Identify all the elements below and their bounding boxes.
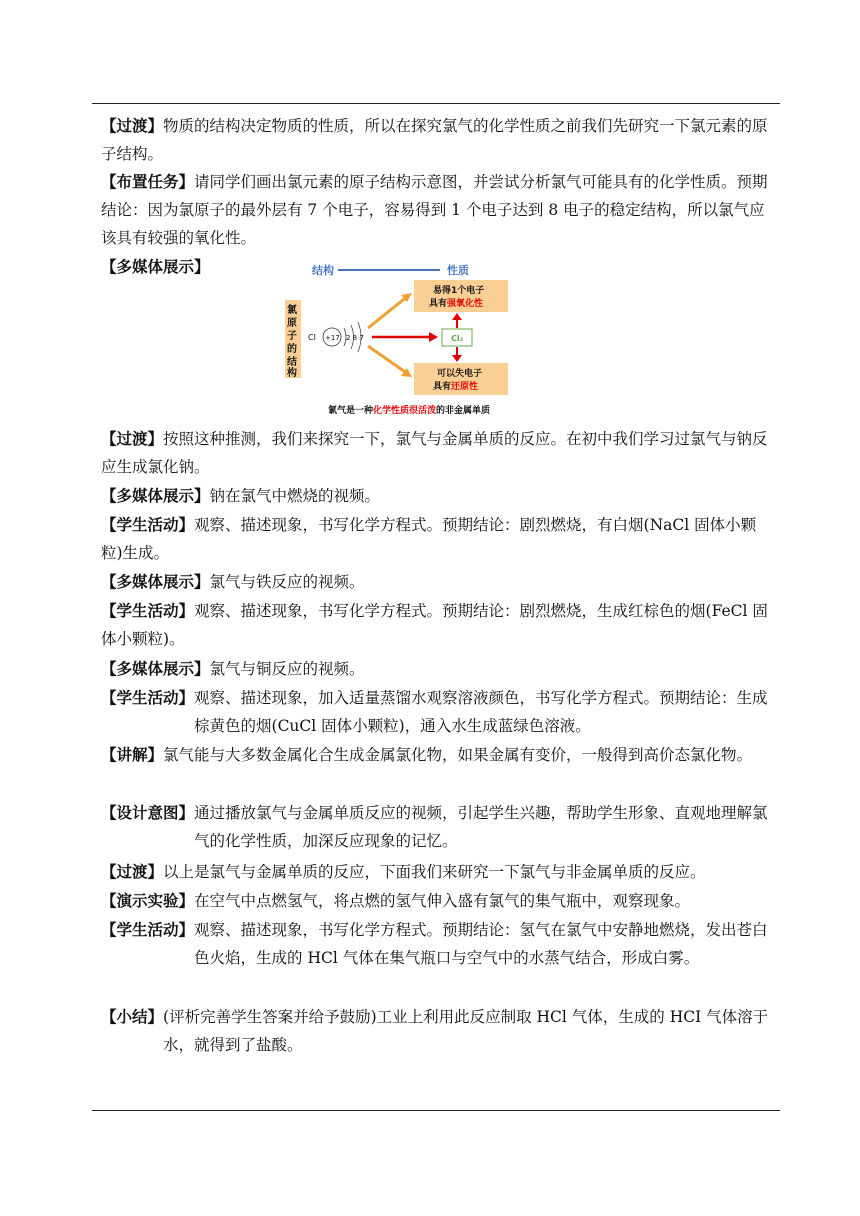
paragraph-summary: 【小结】 (评析完善学生答案并给予鼓励)工业上利用此反应制取 HCl 气体，生成的 HCI 气体溶于水，就得到了盐酸。 (101, 1007, 769, 1054)
paragraph-student-activity-3: 【学生活动】 观察、描述现象，加入适量蒸馏水观察溶液颜色，书写化学方程式。预期结论：生成棕黄色的烟(CuCl 固体小颗粒)，通入水生成蓝绿色溶液。 (101, 688, 768, 735)
vertical-label-4: 结 (287, 357, 297, 368)
vertical-label-3: 的 (287, 344, 297, 355)
arrow-to-bottom-box (368, 346, 408, 374)
paragraph-design-intent: 【设计意图】 通过播放氯气与金属单质反应的视频，引起学生兴趣，帮助学生形象、直观地理解氯气的化学性质，加深反应现象的记忆。 (101, 803, 768, 850)
vertical-label-1: 原 (287, 318, 297, 329)
top-box-line1: 易得1个电子 (433, 286, 485, 296)
arrow-molecule-down-head (452, 355, 462, 362)
atom-symbol: Cl (308, 333, 316, 342)
molecule-label: Cl₂ (451, 334, 464, 343)
header-rule (92, 103, 780, 104)
vertical-label-5: 构 (287, 368, 297, 379)
paragraph-explanation: 【讲解】 氯气能与大多数金属化合生成金属氯化物，如果金属有变价，一般得到高价态氯化物。 (101, 745, 753, 764)
paragraph-student-activity-2: 【学生活动】观察、描述现象，书写化学方程式。预期结论：剧烈燃烧，生成红棕色的烟(FeCl 固体小颗粒)。 (101, 601, 768, 648)
arrow-molecule-up-head (452, 313, 462, 320)
top-box-line2 (429, 297, 483, 309)
electron-counts: 2 8 7 (346, 334, 364, 342)
nucleus-charge: +17 (325, 334, 340, 342)
bottom-box-line2-highlight: 还原性 (451, 382, 479, 392)
bottom-box-line2 (433, 380, 478, 392)
footer-rule (92, 1110, 780, 1111)
top-box-line2-highlight: 强氧化性 (447, 299, 484, 309)
paragraph-multimedia-iron: 【多媒体展示】氯气与铁反应的视频。 (101, 572, 365, 591)
caption-prefix: 氯气是一种 (328, 406, 374, 416)
figure-caption (328, 404, 490, 416)
top-box-line2-prefix: 具有 (429, 299, 448, 309)
bottom-box-line2-prefix: 具有 (433, 382, 452, 392)
paragraph-assign-task: 【布置任务】请同学们画出氯元素的原子结构示意图，并尝试分析氯气可能具有的化学性质。预期结论：因为氯原子的最外层有 7 个电子，容易得到 1 个电子达到 8 电子的稳定结构，所以氯气应该具有较强的氧化性。 (101, 172, 768, 247)
property-label: 性质 (447, 264, 469, 277)
vertical-label-0: 氯 (287, 305, 297, 316)
paragraph-demo-experiment: 【演示实验】 在空气中点燃氢气，将点燃的氢气伸入盛有氯气的集气瓶中，观察现象。 (101, 891, 691, 910)
paragraph-transition-2: 【过渡】按照这种推测，我们来探究一下，氯气与金属单质的反应。在初中我们学习过氯气与钠反应生成氯化钠。 (101, 429, 768, 476)
paragraph-transition-1: 【过渡】物质的结构决定物质的性质，所以在探究氯气的化学性质之前我们先研究一下氯元素的原子结构。 (101, 116, 768, 163)
atomic-structure-figure (280, 258, 526, 420)
paragraph-transition-3: 【过渡】 以上是氯气与金属单质的反应，下面我们来研究一下氯气与非金属单质的反应。 (101, 862, 706, 881)
caption-suffix: 的非金属单质 (436, 406, 491, 416)
arrow-to-top-box (368, 296, 408, 328)
arrow-to-molecule-head (429, 332, 438, 342)
paragraph-multimedia-sodium: 【多媒体展示】钠在氯气中燃烧的视频。 (101, 486, 381, 505)
paragraph-multimedia-figure: 【多媒体展示】 (101, 257, 210, 276)
paragraph-student-activity-4: 【学生活动】 观察、描述现象，书写化学方程式。预期结论：氢气在氯气中安静地燃烧，发出苍白色火焰，生成的 HCl 气体在集气瓶口与空气中的水蒸气结合，形成白雾。 (101, 920, 768, 967)
paragraph-multimedia-copper: 【多媒体展示】氯气与铜反应的视频。 (101, 659, 365, 678)
paragraph-student-activity-1: 【学生活动】观察、描述现象，书写化学方程式。预期结论：剧烈燃烧，有白烟(NaCl 固体小颗粒)生成。 (101, 515, 757, 562)
bottom-box-line1: 可以失电子 (437, 369, 483, 379)
caption-highlight: 化学性质很活泼 (373, 406, 437, 416)
vertical-label-2: 子 (287, 331, 297, 342)
structure-label: 结构 (312, 264, 334, 277)
